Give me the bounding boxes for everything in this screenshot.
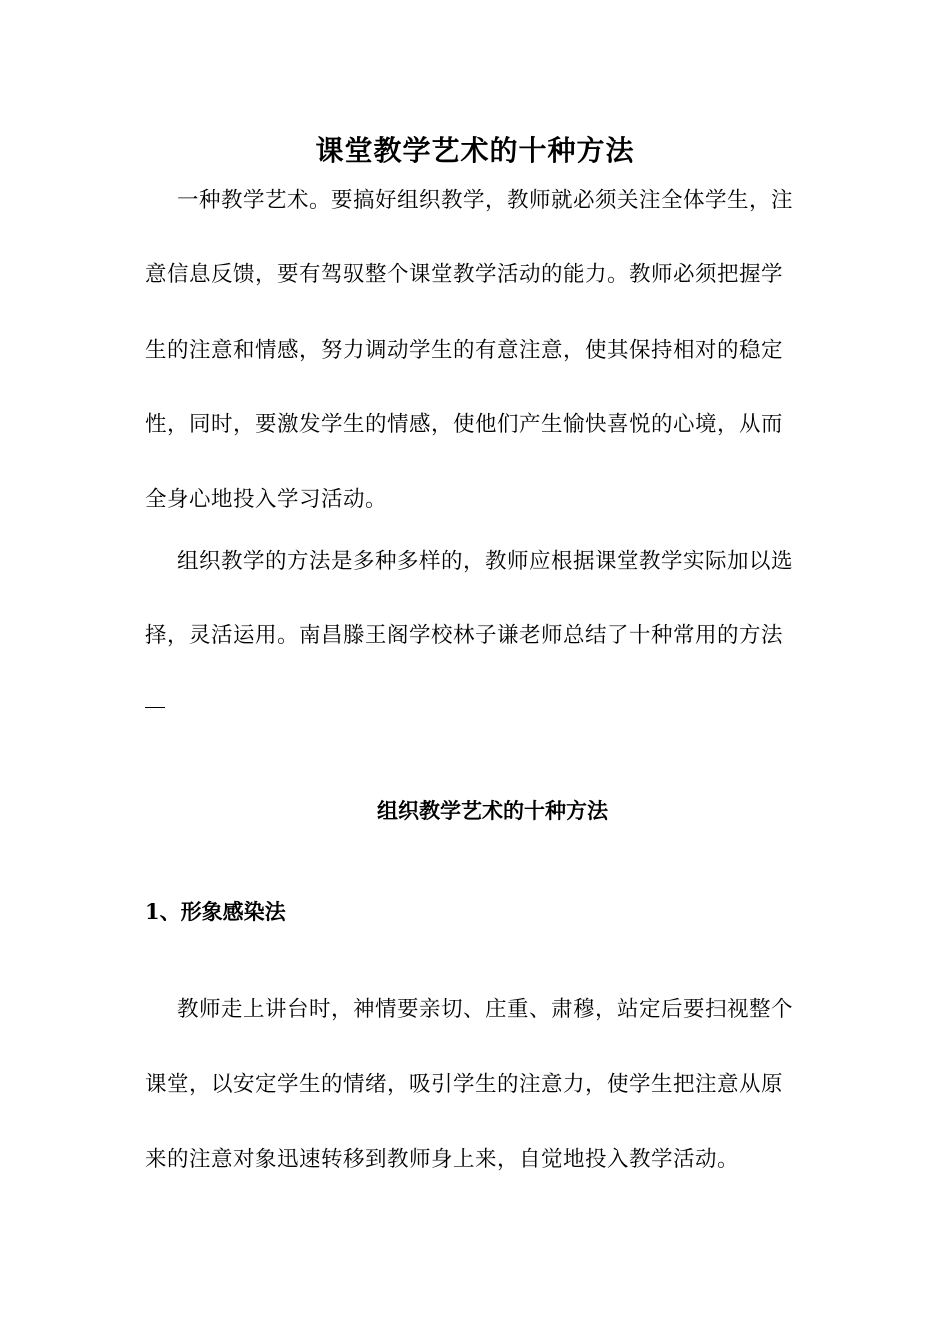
- para2-line-2: 择，灵活运用。南昌滕王阁学校林子谦老师总结了十种常用的方法: [145, 623, 784, 648]
- section-subtitle: 组织教学艺术的十种方法: [377, 798, 608, 823]
- intro-line-5: 全身心地投入学习活动。: [145, 487, 388, 512]
- section-1-line-2: 课堂，以安定学生的情绪，吸引学生的注意力，使学生把注意从原: [145, 1072, 784, 1097]
- section-1-line-3: 来的注意对象迅速转移到教师身上来，自觉地投入教学活动。: [145, 1147, 740, 1172]
- document-title: 课堂教学艺术的十种方法: [315, 134, 635, 167]
- dash-divider: [145, 707, 165, 708]
- section-1-heading: 1、形象感染法: [145, 899, 286, 924]
- intro-line-2: 意信息反馈，要有驾驭整个课堂教学活动的能力。教师必须把握学: [145, 262, 784, 287]
- intro-line-4: 性，同时，要激发学生的情感，使他们产生愉快喜悦的心境，从而: [145, 412, 784, 437]
- section-1-line-1: 教师走上讲台时，神情要亲切、庄重、肃穆，站定后要扫视整个: [177, 997, 794, 1022]
- para2-line-1: 组织教学的方法是多种多样的，教师应根据课堂教学实际加以选: [177, 549, 794, 574]
- intro-line-3: 生的注意和情感，努力调动学生的有意注意，使其保持相对的稳定: [145, 338, 784, 363]
- intro-line-1: 一种教学艺术。要搞好组织教学，教师就必须关注全体学生，注: [177, 188, 794, 213]
